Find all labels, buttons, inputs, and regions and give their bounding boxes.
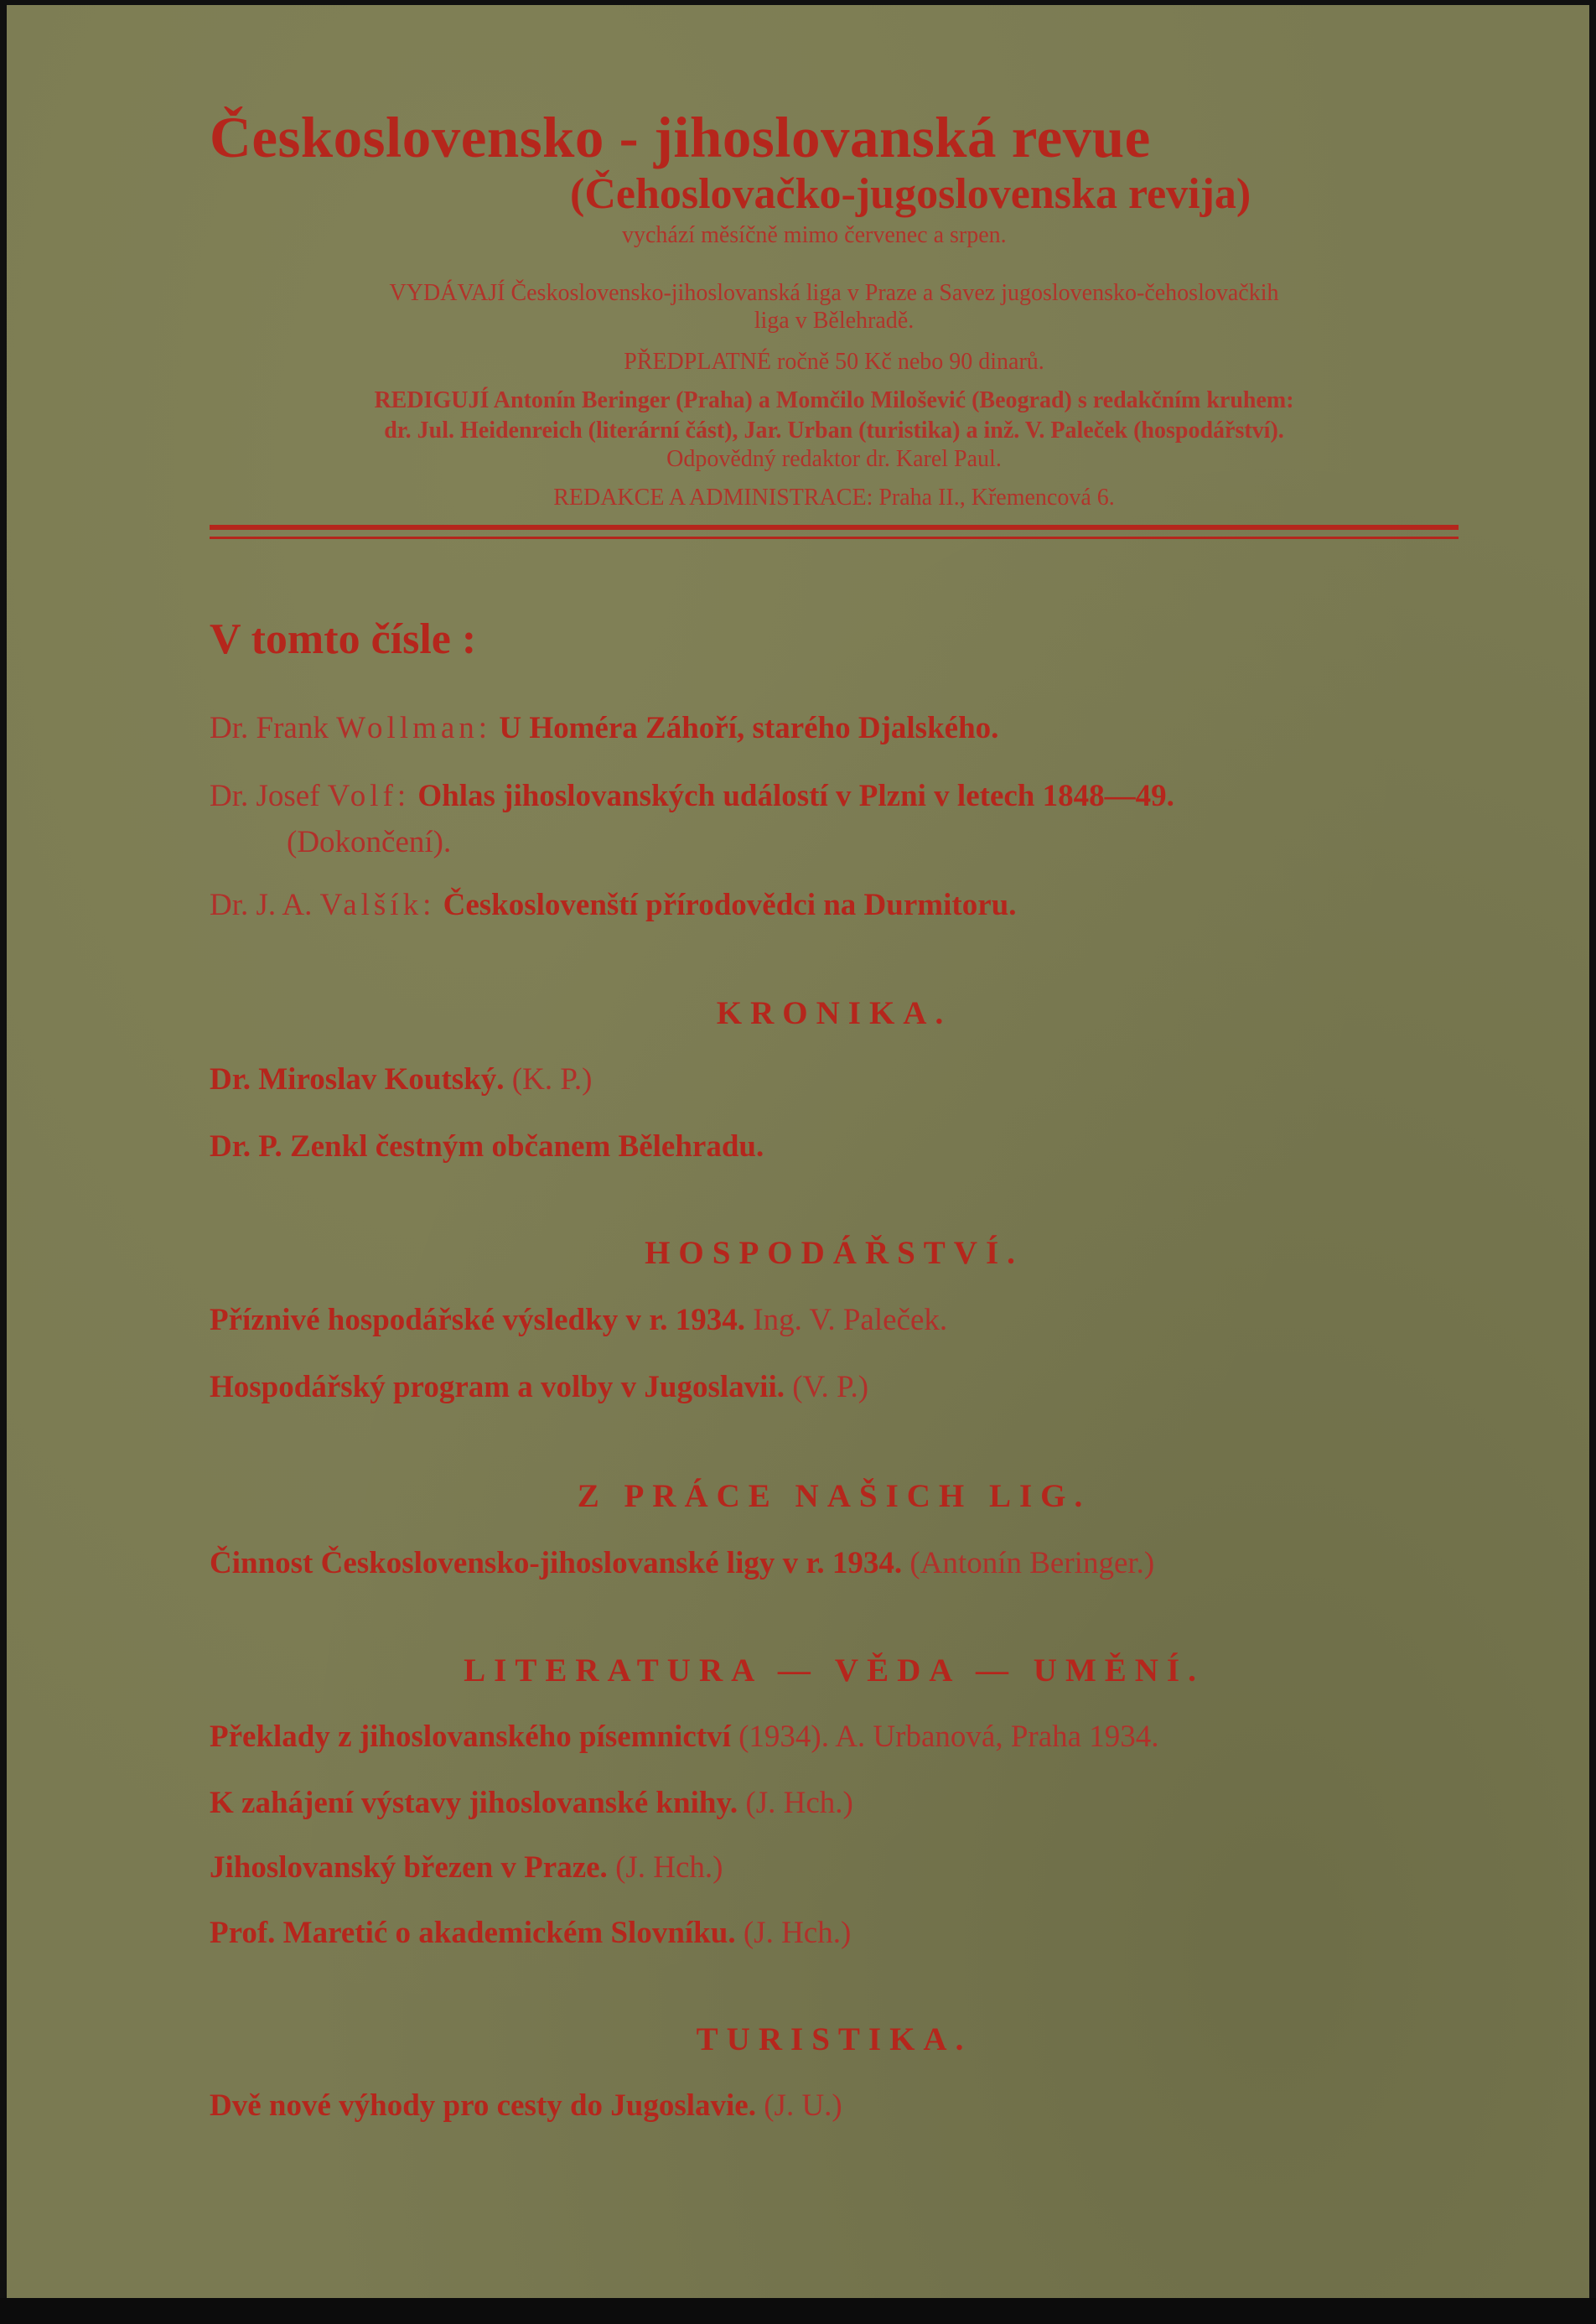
literatura-item	[210, 1785, 853, 1821]
item-author: (V. P.)	[792, 1370, 869, 1404]
publishers-line-2: liga v Bělehradě.	[754, 308, 915, 334]
article-author-prefix: Dr. J. A.	[210, 888, 313, 922]
item-title: Prof. Maretić o akademickém Slovníku.	[210, 1916, 736, 1950]
hospodarstvi-item	[210, 1302, 947, 1338]
section-heading-literatura: LITERATURA — VĚDA — UMĚNÍ.	[464, 1652, 1205, 1689]
journal-title: Československo - jihoslovanská revue	[210, 106, 1151, 169]
item-title: K zahájení výstavy jihoslovanské knihy.	[210, 1786, 738, 1820]
item-title: Překlady z jihoslovanského písemnictví	[210, 1720, 731, 1754]
article-author-prefix: Dr. Josef	[210, 779, 320, 813]
item-title: Jihoslovanský březen v Praze.	[210, 1850, 608, 1885]
turistika-item	[210, 2088, 842, 2124]
item-author: (K. P.)	[511, 1062, 593, 1097]
literatura-item	[210, 1849, 723, 1886]
journal-subtitle: (Čehoslovačko-jugoslovenska revija)	[570, 170, 1251, 218]
item-author: (J. U.)	[764, 2088, 842, 2123]
kronika-item	[210, 1128, 764, 1165]
section-heading-turistika: TURISTIKA.	[696, 2021, 972, 2057]
item-author: (Antonín Beringer.)	[909, 1546, 1155, 1580]
article-entry	[210, 778, 1174, 814]
publishers-line-1: VYDÁVAJÍ Československo-jihoslovanská liga v Praze a Savez jugoslovensko-čehoslovačkih	[389, 280, 1279, 306]
section-heading-z-prace: Z PRÁCE NAŠICH LIG.	[577, 1478, 1091, 1514]
section-heading-hospodarstvi: HOSPODÁŘSTVÍ.	[645, 1235, 1023, 1271]
item-title: Dr. Miroslav Koutský.	[210, 1062, 505, 1097]
editorial-address: REDAKCE A ADMINISTRACE: Praha II., Křemencová 6.	[553, 485, 1115, 511]
item-title: Dvě nové výhody pro cesty do Jugoslavie.	[210, 2088, 756, 2123]
contents-heading: V tomto čísle :	[210, 615, 477, 663]
header-rule-thick	[210, 525, 1459, 530]
article-title: U Homéra Záhoří, starého Djalského.	[499, 711, 999, 745]
item-title: Činnost Československo-jihoslovanské ligy v r. 1934.	[210, 1546, 903, 1580]
literatura-item	[210, 1719, 1159, 1755]
section-heading-kronika: KRONIKA.	[716, 995, 952, 1031]
kronika-item	[210, 1061, 592, 1097]
item-author: (J. Hch.)	[615, 1850, 723, 1885]
responsible-editor: Odpovědný redaktor dr. Karel Paul.	[666, 446, 1002, 472]
scan-border	[0, 2298, 1596, 2324]
article-author-name: Volf:	[327, 779, 411, 813]
item-author: Ing. V. Paleček.	[753, 1303, 948, 1337]
article-entry	[210, 710, 998, 746]
article-title: Českoslovenští přírodovědci na Durmitoru.	[443, 888, 1017, 922]
item-title: Hospodářský program a volby v Jugoslavii.	[210, 1370, 785, 1404]
hospodarstvi-item	[210, 1369, 868, 1405]
item-title: Dr. P. Zenkl čestným občanem Bělehradu.	[210, 1129, 764, 1164]
article-entry	[210, 887, 1016, 923]
article-note: (Dokončení).	[287, 825, 452, 859]
item-author: (J. Hch.)	[745, 1786, 853, 1820]
header-rule-thin	[210, 537, 1459, 539]
item-title: Příznivé hospodářské výsledky v r. 1934.	[210, 1303, 745, 1337]
article-author-name: Valšík:	[319, 888, 436, 922]
z-prace-item	[210, 1545, 1154, 1581]
frequency-note: vychází měsíčně mimo červenec a srpen.	[622, 222, 1007, 248]
article-title: Ohlas jihoslovanských událostí v Plzni v letech 1848—49.	[417, 779, 1174, 813]
subscription-line: PŘEDPLATNÉ ročně 50 Kč nebo 90 dinarů.	[624, 349, 1044, 375]
item-author: (J. Hch.)	[743, 1916, 852, 1950]
article-author-name: Wollman:	[336, 711, 492, 745]
article-author-prefix: Dr. Frank	[210, 711, 329, 745]
editors-line-2: dr. Jul. Heidenreich (literární část), Jar. Urban (turistika) a inž. V. Paleček (hospodářství).	[384, 418, 1284, 444]
editors-line-1: REDIGUJÍ Antonín Beringer (Praha) a Momčilo Milošević (Beograd) s redakčním kruhem:	[374, 387, 1294, 413]
item-author: (1934). A. Urbanová, Praha 1934.	[738, 1720, 1159, 1754]
literatura-item	[210, 1915, 851, 1951]
